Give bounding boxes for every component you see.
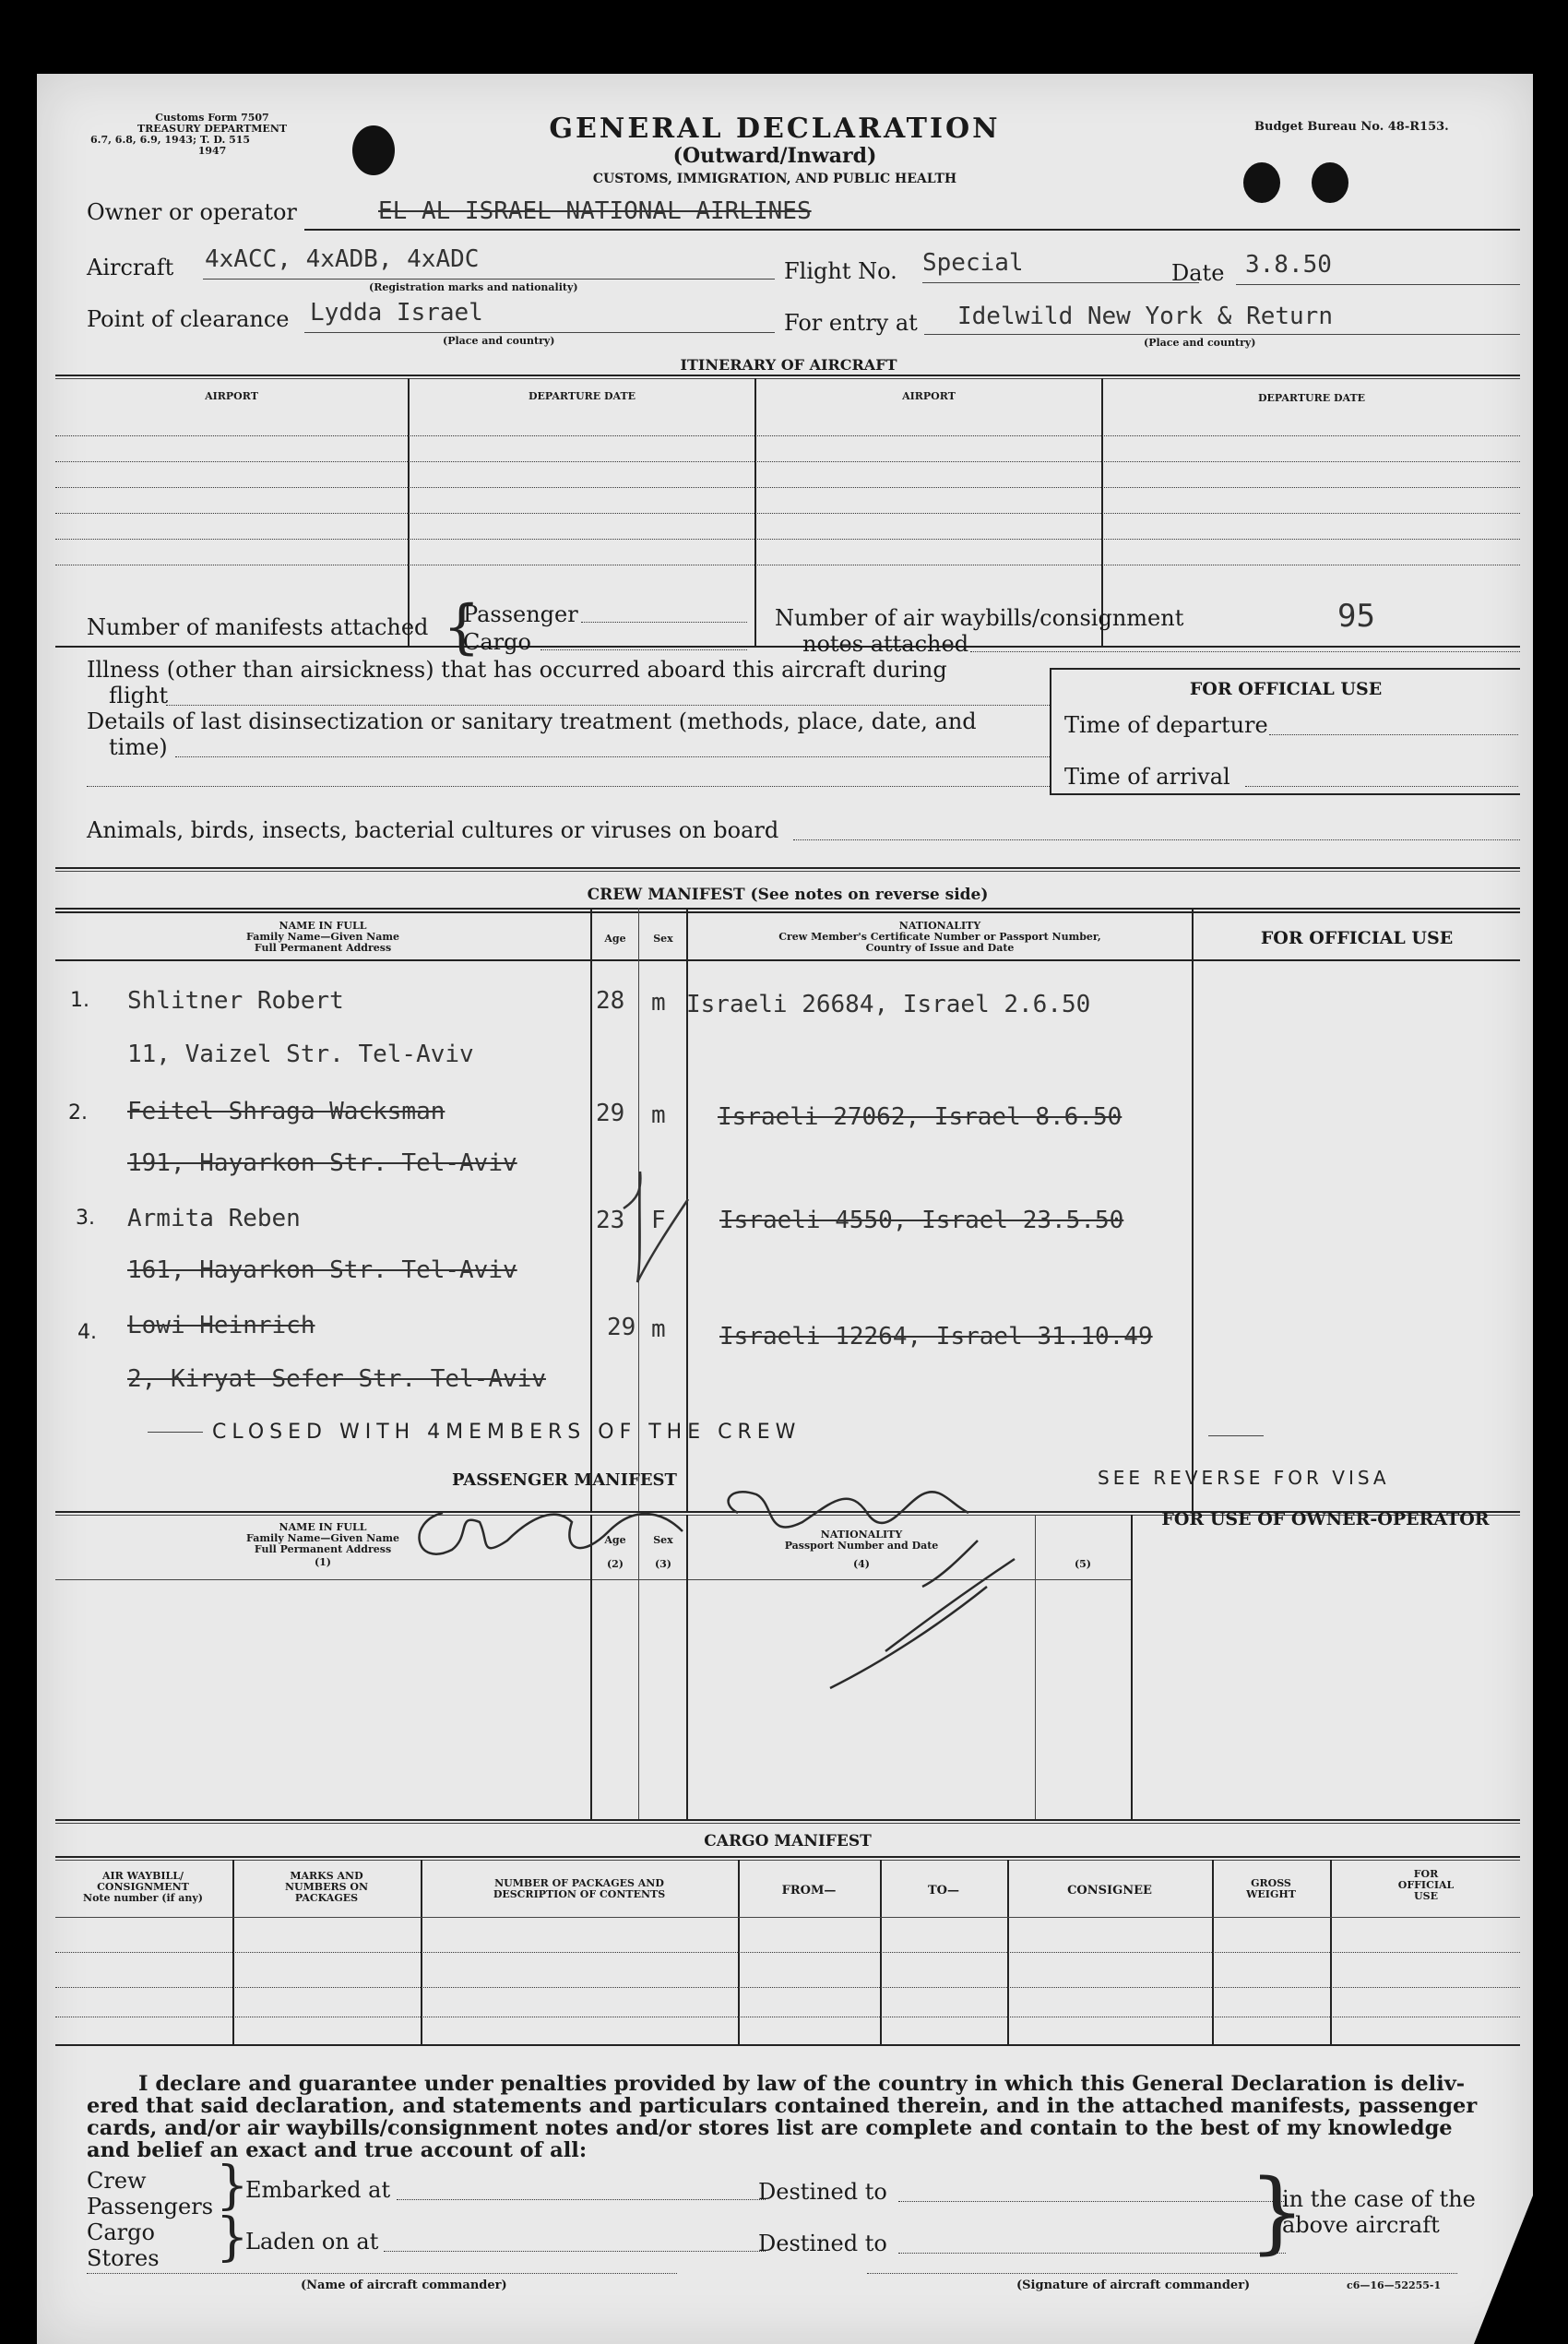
commander-name-line <box>87 2273 677 2274</box>
embarked-line <box>397 2199 766 2200</box>
cargo-row-line <box>55 1987 1520 1988</box>
commander-signature-caption: (Signature of aircraft commander) <box>1016 2279 1251 2292</box>
cargo-col-weight-2: WEIGHT <box>1246 1888 1296 1900</box>
cargo-row-line <box>55 1952 1520 1953</box>
cargo-col-official-3: USE <box>1414 1890 1438 1902</box>
crew-divider-official <box>1192 908 1194 1513</box>
form-year: 1947 <box>197 145 227 157</box>
itinerary-divider-2 <box>754 378 756 646</box>
closing-note-dash <box>148 1432 203 1433</box>
treasury-decision-ref: 6.7, 6.8, 6.9, 1943; T. D. 515 <box>90 134 251 146</box>
itinerary-col-departure-2: DEPARTURE DATE <box>1257 392 1366 404</box>
cargo-col-waybill-2: CONSIGNMENT <box>97 1881 189 1893</box>
cargo-col-waybill: AIR WAYBILL/ <box>101 1870 184 1882</box>
passenger-col-age: Age <box>604 1534 626 1546</box>
handwritten-signature <box>369 1448 1162 1743</box>
entry-caption: (Place and country) <box>1144 337 1256 349</box>
waybills-label-2: notes attached <box>802 631 969 657</box>
clearance-value[interactable]: Lydda Israel <box>310 299 483 327</box>
disinsect-line <box>175 756 1051 757</box>
budget-bureau-number: Budget Bureau No. 48-R153. <box>1254 120 1449 134</box>
cargo-col-waybill-3: Note number (if any) <box>83 1892 203 1904</box>
itinerary-col-airport-2: AIRPORT <box>902 390 956 402</box>
torn-corner <box>1474 2195 1533 2344</box>
itinerary-row-line <box>55 461 1520 462</box>
crew-member-address[interactable]: 191, Hayarkon Str. Tel-Aviv <box>127 1149 517 1177</box>
destined-label-1: Destined to <box>758 2179 887 2205</box>
passenger-col-name-2: Family Name—Given Name <box>246 1532 399 1544</box>
manifests-brace: { <box>443 593 481 661</box>
waybills-value[interactable]: 95 <box>1337 598 1375 635</box>
animals-label: Animals, birds, insects, bacterial cultures or viruses on board <box>87 817 779 843</box>
customs-form-number: Customs Form 7507 <box>155 112 269 124</box>
commander-signature-line <box>867 2273 1457 2274</box>
crew-member-sex[interactable]: F <box>651 1207 666 1234</box>
aircraft-value[interactable]: 4xACC, 4xADB, 4xADC <box>205 245 480 273</box>
itinerary-col-airport-1: AIRPORT <box>205 390 258 402</box>
cargo-col-packages-2: DESCRIPTION OF CONTENTS <box>493 1888 666 1900</box>
illness-label: Illness (other than airsickness) that has occurred aboard this aircraft during <box>87 657 947 683</box>
declaration-brace-left-2: } <box>216 2207 249 2267</box>
manifests-passenger-label: Passenger <box>463 601 578 627</box>
cargo-col-from: FROM— <box>781 1884 837 1898</box>
crew-member-name[interactable]: Lowi Heinrich <box>127 1312 315 1339</box>
declaration-line-4: and belief an exact and true account of all: <box>87 2138 588 2162</box>
disinsect-label: Details of last disinsectization or sanitary treatment (methods, place, date, and <box>87 708 977 734</box>
crew-member-address[interactable]: 11, Vaizel Str. Tel-Aviv <box>127 1041 474 1068</box>
passenger-bottom-rule <box>55 1819 1520 1821</box>
itinerary-top-rule-2 <box>55 378 1520 379</box>
itinerary-col-departure-1: DEPARTURE DATE <box>528 390 636 402</box>
cargo-col-marks-2: NUMBERS ON <box>284 1881 369 1893</box>
itinerary-row-line <box>55 539 1520 540</box>
declaration-item-cargo: Cargo <box>87 2219 155 2245</box>
declaration-line-1: I declare and guarantee under penalties provided by law of the country in which this General Declaration is deliv- <box>138 2072 1466 2096</box>
entry-line <box>924 334 1520 335</box>
clearance-label: Point of clearance <box>87 306 290 332</box>
official-departure-line <box>1269 734 1518 735</box>
entry-label: For entry at <box>784 310 918 336</box>
form-subtitle: (Outward/Inward) <box>672 144 877 168</box>
declaration-brace-left-1: } <box>216 2156 249 2216</box>
declaration-item-stores: Stores <box>87 2245 160 2271</box>
crew-member-sex[interactable]: m <box>651 1315 666 1343</box>
itinerary-row-line <box>55 513 1520 514</box>
entry-value[interactable]: Idelwild New York & Return <box>957 303 1333 330</box>
passenger-col-sex: Sex <box>653 1534 673 1546</box>
itinerary-row-line <box>55 435 1520 436</box>
destined-line-2 <box>898 2253 1286 2254</box>
official-arrival-label: Time of arrival <box>1064 764 1230 790</box>
punch-hole-right-1 <box>1243 162 1280 203</box>
declaration-tail-2: above aircraft <box>1282 2212 1440 2238</box>
disinsect-label-2: time) <box>109 734 168 760</box>
crew-top-rule <box>55 867 1520 869</box>
passenger-col-5: (5) <box>1074 1558 1092 1570</box>
commander-name-caption: (Name of aircraft commander) <box>301 2279 507 2292</box>
passenger-col-age-num: (2) <box>606 1558 624 1570</box>
crew-member-nationality[interactable]: Israeli 27062, Israel 8.6.50 <box>718 1103 1123 1131</box>
itinerary-title: ITINERARY OF AIRCRAFT <box>680 356 897 374</box>
crew-row-number: 1. <box>70 989 89 1012</box>
aircraft-caption: (Registration marks and nationality) <box>369 281 578 293</box>
cargo-col-official: FOR <box>1413 1868 1439 1880</box>
crew-row-number: 4. <box>77 1321 97 1344</box>
crew-col-nationality-2: Crew Member's Certificate Number or Passport Number, <box>778 931 1101 943</box>
print-code: c6—16—52255-1 <box>1347 2279 1442 2291</box>
passenger-handnote-visa: SEE REVERSE FOR VISA <box>1098 1467 1390 1489</box>
manifests-label: Number of manifests attached <box>87 614 429 640</box>
crew-member-nationality[interactable]: Israeli 26684, Israel 2.6.50 <box>686 991 1091 1018</box>
official-arrival-line <box>1245 786 1518 787</box>
clearance-line <box>304 332 775 333</box>
crew-member-sex[interactable]: m <box>651 989 666 1017</box>
form-agencies: CUSTOMS, IMMIGRATION, AND PUBLIC HEALTH <box>592 172 957 186</box>
passenger-title: PASSENGER MANIFEST <box>452 1470 677 1490</box>
itinerary-bottom-rule <box>55 646 1520 648</box>
passenger-col-nationality-2: Passport Number and Date <box>784 1540 939 1552</box>
passenger-bottom-rule-2 <box>55 1823 1520 1824</box>
aircraft-label: Aircraft <box>87 255 174 280</box>
declaration-tail-1: in the case of the <box>1282 2186 1476 2212</box>
punch-hole-left <box>352 125 395 175</box>
declaration-form-sheet <box>37 74 1533 2344</box>
crew-top-rule-2 <box>55 871 1520 872</box>
crew-header-top-2 <box>55 911 1520 913</box>
itinerary-divider-1 <box>408 378 410 646</box>
passenger-col-name-3: Full Permanent Address <box>254 1543 392 1555</box>
crew-member-age[interactable]: 29 <box>596 1100 625 1127</box>
flight-label: Flight No. <box>784 258 897 284</box>
embarked-label: Embarked at <box>245 2177 391 2203</box>
aircraft-line <box>203 279 775 280</box>
cargo-col-to: TO— <box>928 1884 959 1898</box>
crew-col-sex: Sex <box>653 933 673 945</box>
crew-member-age[interactable]: 28 <box>596 987 625 1015</box>
crew-col-name-2: Family Name—Given Name <box>246 931 399 943</box>
crew-member-name[interactable]: Feitel Shraga Wacksman <box>127 1098 445 1125</box>
cargo-header-top <box>55 1856 1520 1858</box>
illness-line <box>166 705 1051 706</box>
crew-col-name: NAME IN FULL <box>279 920 367 932</box>
crew-header-bottom <box>55 959 1520 961</box>
declaration-brace-right: } <box>1249 2160 1306 2264</box>
crew-member-name[interactable]: Armita Reben <box>127 1205 301 1232</box>
crew-col-age: Age <box>604 933 626 945</box>
declaration-line-2: ered that said declaration, and statements and particulars contained therein, and in the attached manifests, passenger <box>87 2094 1478 2118</box>
cargo-title: CARGO MANIFEST <box>704 1832 872 1850</box>
crew-closing-note: CLOSED WITH 4MEMBERS OF THE CREW <box>212 1421 802 1444</box>
crew-member-age[interactable]: 23 <box>596 1207 625 1234</box>
passenger-col-name-num: (1) <box>314 1556 332 1568</box>
waybills-label: Number of air waybills/consignment <box>775 605 1184 631</box>
date-line <box>1236 284 1520 285</box>
cargo-col-packages: NUMBER OF PACKAGES AND <box>494 1877 664 1889</box>
crew-member-nationality[interactable]: Israeli 4550, Israel 23.5.50 <box>719 1207 1124 1234</box>
crew-member-nationality[interactable]: Israeli 12264, Israel 31.10.49 <box>719 1323 1153 1350</box>
cargo-col-consignee: CONSIGNEE <box>1067 1884 1152 1898</box>
form-title: GENERAL DECLARATION <box>549 113 1001 145</box>
cargo-col-weight: GROSS <box>1251 1877 1291 1889</box>
manifests-cargo-label: Cargo <box>463 629 531 655</box>
closing-note-dash <box>1208 1435 1264 1436</box>
official-box-bottom <box>1050 793 1520 795</box>
punch-hole-right-2 <box>1312 162 1348 203</box>
declaration-item-crew: Crew <box>87 2168 147 2194</box>
disinsect-line-2 <box>87 786 1051 787</box>
crew-col-nationality-3: Country of Issue and Date <box>865 942 1015 954</box>
cargo-col-marks: MARKS AND <box>290 1870 363 1882</box>
manifests-passenger-line <box>581 622 747 623</box>
laden-line <box>384 2251 766 2252</box>
cargo-header-bottom <box>55 1917 1520 1918</box>
declaration-line-3: cards, and/or air waybills/consignment notes and/or stores list are complete and contain to the best of my knowledge <box>87 2116 1453 2140</box>
crew-col-nationality: NATIONALITY <box>898 920 981 932</box>
passenger-owner-use: FOR USE OF OWNER-OPERATOR <box>1161 1509 1490 1529</box>
crew-row-number: 2. <box>68 1101 88 1124</box>
owner-line <box>304 229 1520 231</box>
passenger-col-nationality: NATIONALITY <box>820 1529 903 1541</box>
crew-col-official: FOR OFFICIAL USE <box>1260 928 1454 948</box>
official-box-title: FOR OFFICIAL USE <box>1189 679 1383 699</box>
destined-label-2: Destined to <box>758 2231 887 2256</box>
itinerary-row-line <box>55 487 1520 488</box>
destined-line-1 <box>898 2201 1286 2202</box>
crew-col-name-3: Full Permanent Address <box>254 942 392 954</box>
date-value[interactable]: 3.8.50 <box>1245 251 1332 279</box>
cargo-col-marks-3: PACKAGES <box>294 1892 359 1904</box>
declaration-item-passengers: Passengers <box>87 2194 214 2219</box>
cargo-bottom-rule <box>55 2044 1520 2046</box>
crew-member-address[interactable]: 2, Kiryat Sefer Str. Tel-Aviv <box>127 1365 546 1393</box>
crew-row-number: 3. <box>76 1207 95 1230</box>
crew-header-top <box>55 908 1520 910</box>
owner-label: Owner or operator <box>87 199 297 225</box>
passenger-col-sex-num: (3) <box>654 1558 672 1570</box>
treasury-department: TREASURY DEPARTMENT <box>137 123 288 135</box>
cargo-col-official-2: OFFICIAL <box>1397 1879 1455 1891</box>
animals-line <box>793 839 1520 840</box>
handwritten-check-mark <box>587 1153 697 1310</box>
illness-label-2: flight <box>109 683 169 708</box>
flight-line <box>922 282 1199 283</box>
clearance-caption: (Place and country) <box>443 335 555 347</box>
crew-member-age[interactable]: 29 <box>607 1314 636 1341</box>
crew-member-name[interactable]: Shlitner Robert <box>127 987 344 1015</box>
crew-member-sex[interactable]: m <box>651 1101 666 1129</box>
flight-value[interactable]: Special <box>922 249 1024 277</box>
laden-label: Laden on at <box>245 2229 379 2255</box>
waybills-line <box>970 651 1520 652</box>
cargo-header-top-2 <box>55 1860 1520 1861</box>
crew-member-address[interactable]: 161, Hayarkon Str. Tel-Aviv <box>127 1256 517 1284</box>
passenger-col-name: NAME IN FULL <box>279 1521 367 1533</box>
passenger-col-nationality-num: (4) <box>852 1558 871 1570</box>
itinerary-top-rule <box>55 375 1520 376</box>
official-departure-label: Time of departure <box>1064 712 1268 738</box>
official-box-top <box>1050 668 1520 670</box>
crew-title: CREW MANIFEST (See notes on reverse side) <box>587 886 989 904</box>
owner-value[interactable]: EL AL ISRAEL NATIONAL AIRLINES <box>378 197 812 225</box>
manifests-cargo-line <box>540 649 747 650</box>
date-label: Date <box>1171 260 1225 286</box>
